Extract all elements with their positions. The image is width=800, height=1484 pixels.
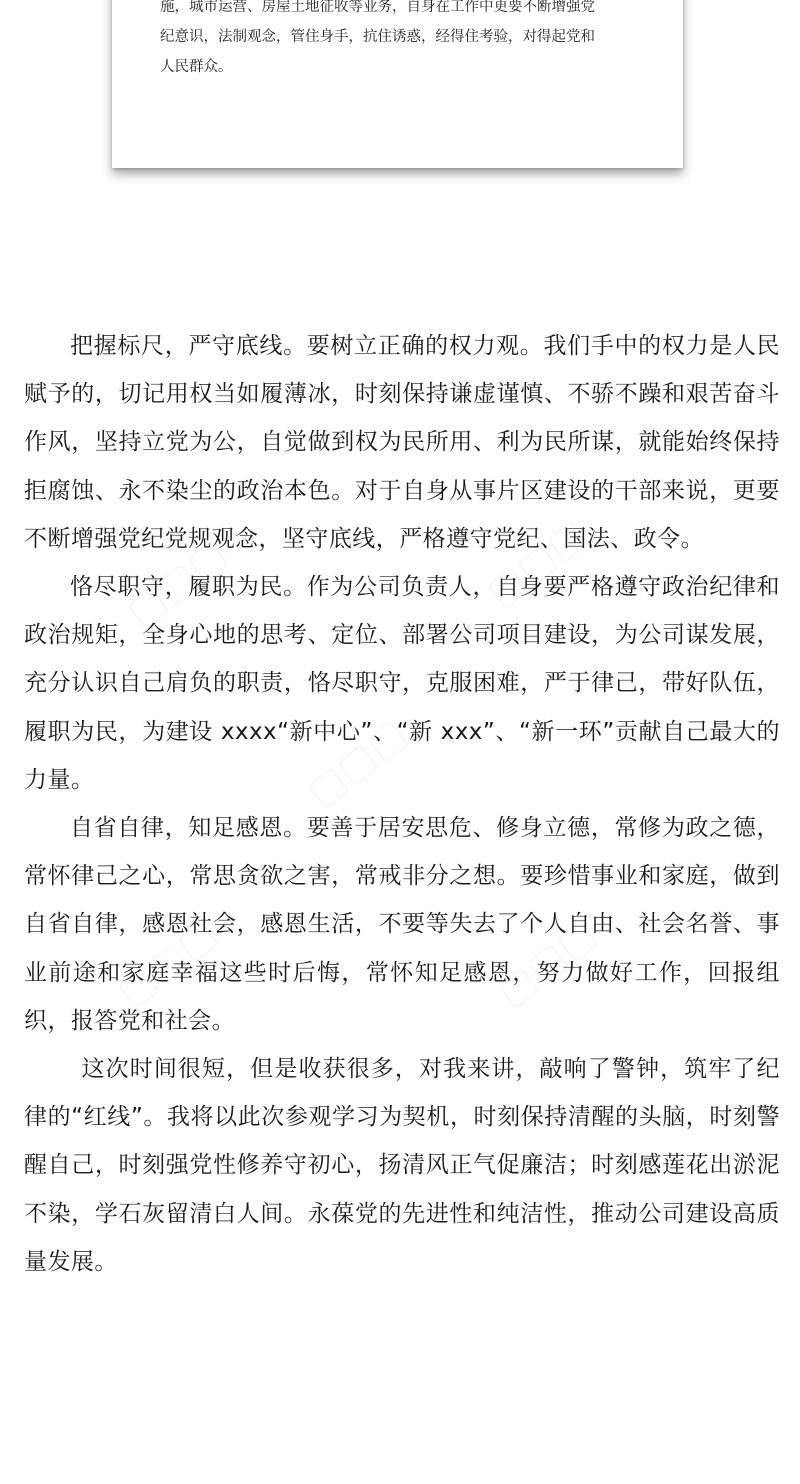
preview-text <box>160 0 650 82</box>
watermark-mark: ▢▢▢ <box>107 909 226 1017</box>
document-preview-card <box>112 0 683 168</box>
watermark-mark: ▢▢▢ <box>487 909 606 1017</box>
paragraph-conclusion: 这次时间很短，但是收获很多，对我来讲，敲响了警钟，筑牢了纪律的“红线”。我将以此次参观学习为契机，时刻保持清醒的头脑，时刻警醒自己，时刻强党性修养守初心，扬清风正气促廉洁；时刻感莲花出淤泥不染，学石灰留清白人间。永葆党的先进性和纯洁性，推动公司建设高质量发展。 <box>24 1056 780 1275</box>
preview-line: 纪意识，法制观念，管住身手，抗住诱惑，经得住考验，对得起党和 <box>160 29 595 45</box>
preview-line-cut: 施，城市运营、房屋土地征收等业务，自身在工作中更要不断增强党 <box>160 0 595 15</box>
watermark-mark: ▢▢▢ <box>477 509 596 617</box>
article-body <box>24 322 780 1286</box>
watermark-mark: ▢▢▢ <box>297 709 416 817</box>
paragraph-self-discipline: 自省自律，知足感恩。要善于居安思危、修身立德，常修为政之德，常怀律己之心，常思贪欲之害，常戒非分之想。要珍惜事业和家庭，做到自省自律，感恩社会，感恩生活，不要等失去了个人自由、社会名誉、事业前途和家庭幸福这些时后悔，常怀知足感恩，努力做好工作，回报组织，报答党和社会。 <box>24 815 780 1034</box>
paragraph-duty: 恪尽职守，履职为民。作为公司负责人，自身要严格遵守政治纪律和政治规矩，全身心地的思考、定位、部署公司项目建设，为公司谋发展，充分认识自己肩负的职责，恪尽职守，克服困难，严于律己，带好队伍，履职为民，为建设 xxxx“新中心”、“新 xxx”、“新一环”贡献自己最大的力量。 <box>24 574 780 793</box>
watermark-mark: ▢▢▢ <box>117 529 236 637</box>
paragraph-standards: 把握标尺，严守底线。要树立正确的权力观。我们手中的权力是人民赋予的，切记用权当如履薄冰，时刻保持谦虚谨慎、不骄不躁和艰苦奋斗作风，坚持立党为公，自觉做到权为民所用、利为民所谋，就能始终保持拒腐蚀、永不染尘的政治本色。对于自身从事片区建设的干部来说，更要不断增强党纪党规观念，坚守底线，严格遵守党纪、国法、政令。 <box>24 333 780 552</box>
preview-line: 人民群众。 <box>160 59 233 75</box>
